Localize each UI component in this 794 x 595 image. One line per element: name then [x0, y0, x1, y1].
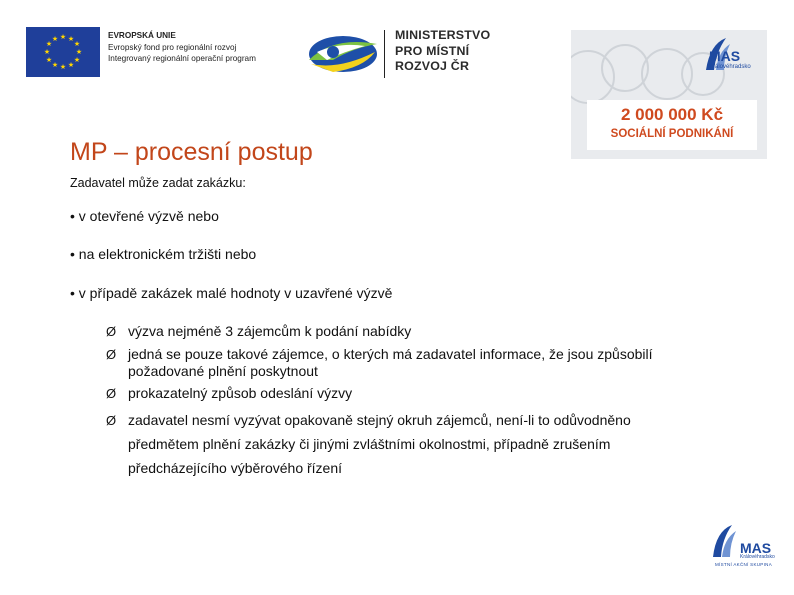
bullet-item: • v otevřené výzvě nebo	[70, 208, 219, 224]
mas-banner	[571, 30, 767, 159]
banner-text-box	[587, 100, 757, 150]
bullet-item: • v případě zakázek malé hodnoty v uzavřené výzvě	[70, 285, 393, 301]
eu-logo-line: Integrovaný regionální operační program	[108, 54, 256, 63]
svg-text:★: ★	[59, 33, 67, 41]
mmr-logo-text	[395, 28, 490, 75]
banner-amount: 2 000 000 Kč	[620, 105, 724, 124]
svg-text:★: ★	[73, 56, 81, 64]
mmr-logo-line: ROZVOJ ČR	[395, 59, 470, 73]
sub-item-text: zadavatel nesmí vyzývat opakovaně stejný okruh zájemců, není-li to odůvodněno	[128, 412, 631, 428]
arrow-bullet-icon: Ø	[106, 386, 117, 401]
svg-text:★: ★	[59, 63, 67, 71]
banner-mas-brand: MAS	[709, 48, 741, 64]
eu-logo-line: EVROPSKÁ UNIE	[108, 31, 176, 40]
mmr-logo	[303, 28, 513, 83]
mas-swirl-icon	[712, 523, 742, 559]
eu-logo	[26, 27, 280, 77]
sub-item-text: výzva nejméně 3 zájemcům k podání nabídky	[128, 323, 412, 339]
eu-stars-icon	[26, 27, 100, 77]
svg-text:★: ★	[51, 35, 59, 43]
svg-text:★: ★	[43, 48, 51, 56]
banner-subtitle: SOCIÁLNÍ PODNIKÁNÍ	[610, 128, 734, 140]
mas-footer-tagline: MÍSTNÍ AKČNÍ SKUPINA	[715, 562, 773, 567]
arrow-bullet-icon: Ø	[106, 347, 117, 362]
sub-item-text: předmětem plnění zakázky či jinými zvláštními okolnostmi, případně zrušením	[128, 436, 611, 452]
arrow-bullet-icon: Ø	[106, 324, 117, 339]
svg-text:★: ★	[45, 40, 53, 48]
mas-footer-brand: MAS	[740, 540, 772, 556]
sub-item-text: předcházejícího výběrového řízení	[128, 460, 343, 476]
mas-footer-town: Královéhradsko	[740, 554, 775, 560]
svg-text:★: ★	[67, 35, 75, 43]
mmr-emblem-icon	[303, 30, 381, 80]
sub-item-text: jedná se pouze takové zájemce, o kterých má zadavatel informace, že jsou způsobilí	[128, 346, 653, 362]
sub-item-text: prokazatelný způsob odeslání výzvy	[128, 385, 353, 401]
eu-logo-text	[108, 30, 256, 65]
slide-intro: Zadavatel může zadat zakázku:	[70, 176, 246, 190]
svg-text:★: ★	[75, 48, 83, 56]
arrow-bullet-icon: Ø	[106, 413, 117, 428]
banner-mas-town: Královéhradsko	[709, 64, 751, 70]
mmr-logo-line: MINISTERSTVO	[395, 28, 491, 42]
mas-footer-logo	[712, 523, 782, 569]
eu-logo-line: Evropský fond pro regionální rozvoj	[108, 42, 237, 52]
svg-text:★: ★	[45, 56, 53, 64]
slide-title: MP – procesní postup	[70, 138, 313, 166]
bullet-item: • na elektronickém tržišti nebo	[70, 246, 257, 262]
mmr-logo-line: PRO MÍSTNÍ	[395, 43, 470, 58]
svg-text:★: ★	[73, 40, 81, 48]
svg-text:★: ★	[67, 61, 75, 69]
mmr-divider	[384, 30, 385, 78]
eu-flag-icon	[26, 27, 100, 77]
svg-text:★: ★	[51, 61, 59, 69]
sub-item-text: požadované plnění poskytnout	[128, 363, 318, 379]
